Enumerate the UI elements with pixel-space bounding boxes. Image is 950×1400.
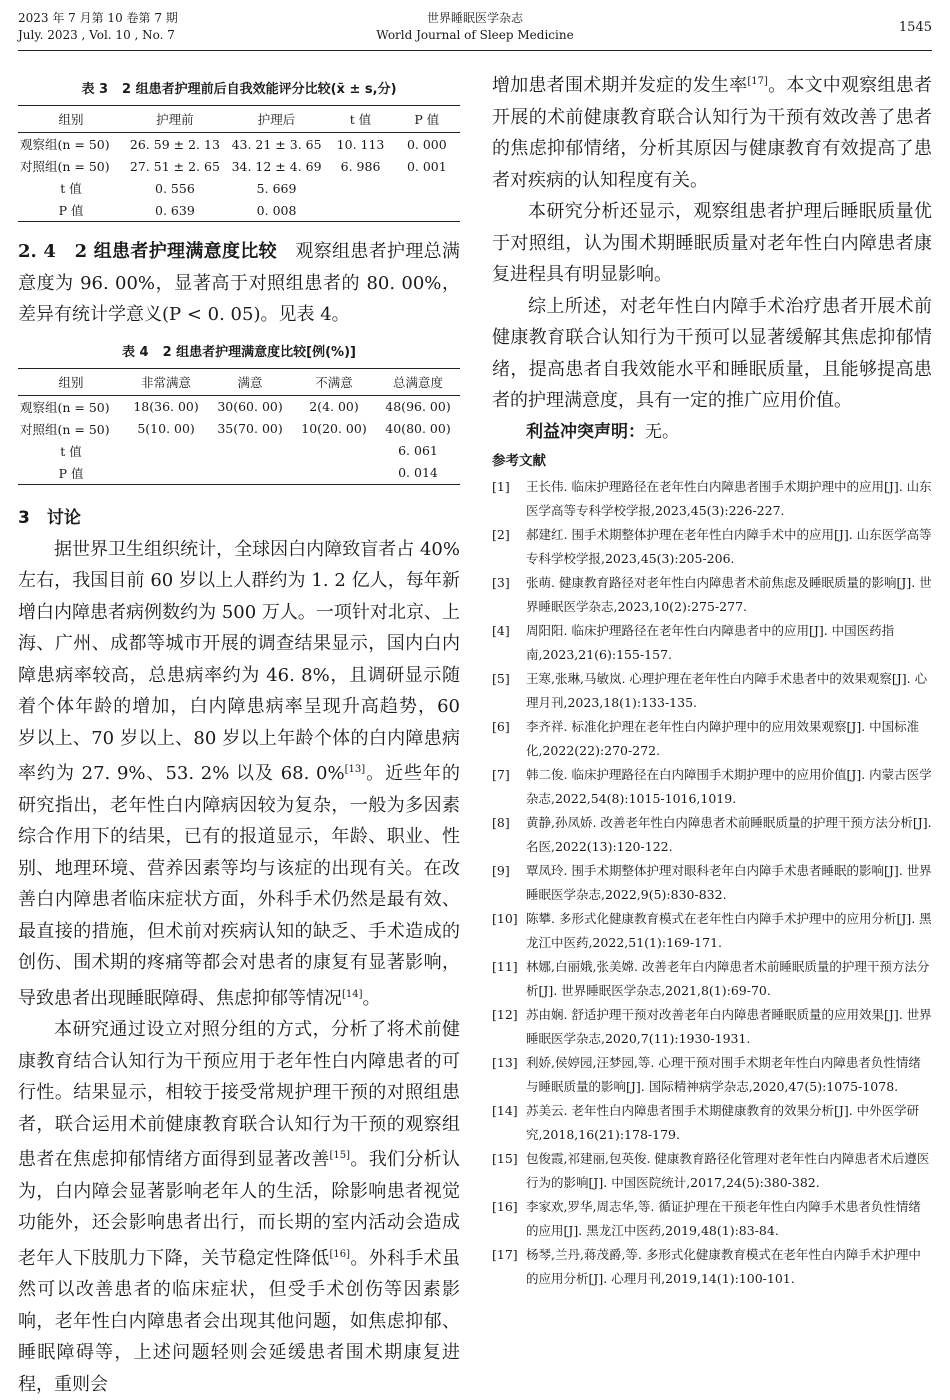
reference-text: 韩二俊. 临床护理路径在白内障围手术期护理中的应用价值[J]. 内蒙古医学杂志,2022,54(8):1015-1016,1019. — [526, 766, 932, 806]
table-cell — [394, 177, 460, 199]
table-cell: 观察组(n = 50) — [20, 137, 110, 152]
table-cell — [292, 440, 376, 462]
reference-number: [6] — [492, 718, 510, 734]
reference-text: 郝建红. 围手术期整体护理在老年性白内障手术中的应用[J]. 山东医学高等专科学校学报,2023,45(3):205-206. — [526, 526, 932, 566]
table3-header-cell: t 值 — [327, 106, 393, 133]
table3-caption — [18, 78, 460, 97]
table3-number: 表 3 — [81, 82, 109, 97]
reference-number: [9] — [492, 862, 510, 878]
table-cell — [208, 462, 292, 485]
reference-number: [12] — [492, 1006, 518, 1022]
reference-text: 周阳阳. 临床护理路径在老年性白内障患者中的应用[J]. 中国医药指南,2023,21(6):155-157. — [526, 622, 895, 662]
citation-14: [14] — [342, 988, 363, 1000]
table-cell — [327, 177, 393, 199]
reference-item — [492, 1195, 932, 1243]
table-cell: 40(80. 00) — [385, 421, 451, 436]
table4-header-cell: 非常满意 — [124, 368, 208, 395]
table-row — [18, 177, 460, 199]
reference-number: [16] — [492, 1198, 518, 1214]
reference-number: [2] — [492, 526, 510, 542]
table-cell: 对照组(n = 50) — [20, 421, 110, 437]
discussion-paragraph-3: 本研究分析还显示，观察组患者护理后睡眠质量优于对照组，认为围术期睡眠质量对老年性白内障患者康复进程具有明显影响。 — [492, 201, 932, 285]
reference-list — [492, 475, 932, 1291]
table-cell: 观察组(n = 50) — [20, 399, 110, 415]
table-row — [18, 440, 460, 462]
reference-number: [8] — [492, 814, 510, 830]
reference-number: [5] — [492, 670, 510, 686]
reference-number: [15] — [492, 1150, 518, 1166]
left-column — [18, 72, 460, 1400]
table3 — [18, 105, 460, 222]
table3-header-cell: 组别 — [18, 106, 124, 133]
reference-text: 陈攀. 多形式化健康教育模式在老年性白内障手术护理中的应用分析[J]. 黑龙江中医药,2022,51(1):169-171. — [526, 910, 932, 950]
table-cell: t 值 — [60, 181, 82, 196]
citation-16: [16] — [329, 1248, 351, 1260]
reference-text: 利娇,侯婷园,汪梦园,等. 心理干预对围手术期老年性白内障患者负性情绪与睡眠质量的影响[J]. 国际精神病学杂志,2020,47(5):1075-1078. — [526, 1054, 921, 1094]
coi-label: 利益冲突声明： — [526, 421, 645, 442]
reference-number: [13] — [492, 1054, 518, 1070]
reference-item — [492, 523, 932, 571]
table-row — [18, 199, 460, 222]
table-cell: P 值 — [18, 462, 124, 485]
table4-number: 表 4 — [122, 344, 149, 360]
citation-13: [13] — [344, 764, 366, 775]
discussion-paragraph-2-continued — [492, 66, 932, 196]
table3-header-cell: P 值 — [394, 106, 460, 133]
reference-number: [17] — [492, 1246, 518, 1262]
references-heading: 参考文献 — [492, 452, 546, 469]
table-cell — [292, 462, 376, 485]
table4-header-cell: 不满意 — [292, 368, 376, 395]
discussion-paragraph-2 — [18, 1014, 460, 1400]
table-row — [18, 462, 460, 485]
header-rule — [18, 50, 932, 51]
table-cell: 5. 669 — [256, 180, 297, 196]
table-cell: 6. 061 — [398, 443, 438, 458]
table-cell — [327, 199, 393, 222]
reference-text: 包俊霞,祁建丽,包英俊. 健康教育路径化管理对老年性白内障患者术后遵医行为的影响[J]. 中国医院统计,2017,24(5):380-382. — [526, 1150, 930, 1190]
reference-item — [492, 1243, 932, 1291]
discussion-p1-part-a: 据世界卫生组织统计，全球因白内障致盲者占 40% 左右，我国目前 60 岁以上人群约为 1. 2 亿人，每年新增白内障患者病例数约为 500 万人。一项针对北京、上海、广州、成都等城市开展的调查结果显示，国内白内障患病率较高，总患病率约为 46. 8%，且调研显示随着个体年龄的增加，白内障患病率呈现升高趋势，60 岁以上、70 岁以上、80 岁以上年龄个体的白内障患病率约为 27. 9%、53. 2% 以及 68. 0% — [18, 538, 460, 784]
reference-item — [492, 715, 932, 763]
citation-17: [17] — [747, 76, 768, 87]
table-row — [18, 395, 460, 418]
table-row — [18, 133, 460, 156]
table-cell: 10(20. 00) — [301, 421, 367, 436]
table3-title: 2 组患者护理前后自我效能评分比较(x̄ ± s,分) — [122, 82, 397, 97]
table-row — [18, 418, 460, 440]
conflict-of-interest — [492, 417, 932, 447]
table-cell — [124, 462, 208, 485]
table-cell: 2(4. 00) — [309, 399, 359, 414]
table-cell: 43. 21 ± 3. 65 — [231, 136, 322, 152]
reference-number: [7] — [492, 766, 510, 782]
table-cell: 6. 986 — [340, 158, 381, 174]
table-cell: 0. 556 — [155, 180, 195, 196]
reference-item — [492, 1099, 932, 1147]
reference-text: 张萌. 健康教育路径对老年性白内障患者术前焦虑及睡眠质量的影响[J]. 世界睡眠医学杂志,2023,10(2):275-277. — [526, 574, 932, 614]
reference-text: 苏由娴. 舒适护理干预对改善老年白内障患者睡眠质量的应用效果[J]. 世界睡眠医学杂志,2020,7(11):1930-1931. — [526, 1006, 932, 1046]
reference-item — [492, 1051, 932, 1099]
coi-value: 无。 — [645, 421, 679, 442]
reference-text: 王寒,张琳,马敏岚. 心理护理在老年性白内障手术患者中的效果观察[J]. 心理月刊,2023,18(1):133-135. — [526, 670, 928, 710]
reference-number: [3] — [492, 574, 510, 590]
reference-item — [492, 811, 932, 859]
page-number: 1545 — [898, 20, 932, 35]
table-cell: 48(96. 00) — [385, 399, 451, 414]
table-cell: 18(36. 00) — [133, 399, 199, 414]
table-cell: t 值 — [60, 443, 82, 459]
table-cell — [208, 440, 292, 462]
table4-header-row — [18, 368, 460, 395]
table-cell: 34. 12 ± 4. 69 — [231, 158, 322, 174]
right-column — [492, 72, 932, 1291]
table-cell: 27. 51 ± 2. 65 — [129, 158, 220, 174]
discussion-p1-part-b: 。近些年的研究指出，老年性白内障病因较为复杂，一般为多因素综合作用下的结果，已有的报道显示，年龄、职业、性别、地理环境、营养因素等均与该症的出现有关。在改善白内障患者临床症状方面，外科手术仍然是最有效、最直接的措施，但术前对疾病认知的缺乏、手术造成的创伤、围术期的疼痛等都会对患者的康复有显著影响，导致患者出现睡眠障碍、焦虑抑郁等情况 — [18, 763, 461, 1009]
table-cell: 5(10. 00) — [137, 421, 195, 436]
journal-cn: 世界睡眠医学杂志 — [426, 11, 523, 25]
table4-title: 2 组患者护理满意度比较[例(%)] — [162, 344, 356, 360]
table4-header-cell: 组别 — [18, 368, 124, 395]
table3-header-cell: 护理后 — [226, 106, 328, 133]
discussion-paragraph-4: 综上所述，对老年性白内障手术治疗患者开展术前健康教育联合认知行为干预可以显著缓解其焦虑抑郁情绪，提高患者自我效能水平和睡眠质量，且能够提高患者的护理满意度，具有一定的推广应用价值。 — [492, 295, 932, 411]
table-cell — [124, 440, 208, 462]
discussion-p2-part-a: 本研究通过设立对照分组的方式，分析了将术前健康教育结合认知行为干预应用于老年性白内障患者的可行性。结果显示，相较于接受常规护理干预的对照组患者，联合运用术前健康教育联合认知行为干预的观察组患者在焦虑抑郁情绪方面得到显著改善 — [18, 1019, 460, 1170]
discussion-p2-part-c: 。外科手术虽然可以改善患者的临床症状，但受手术创伤等因素影响，老年性白内障患者会出现其他问题，如焦虑抑郁、睡眠障碍等，上述问题轻则会延缓患者围术期康复进程，重则会 — [18, 1247, 461, 1395]
reference-item — [492, 859, 932, 907]
reference-text: 覃凤玲. 围手术期整体护理对眼科老年白内障手术患者睡眠的影响[J]. 世界睡眠医学杂志,2022,9(5):830-832. — [526, 862, 932, 902]
table-cell — [394, 199, 460, 222]
reference-item — [492, 475, 932, 523]
reference-text: 林娜,白丽娥,张美嫦. 改善老年白内障患者术前睡眠质量的护理干预方法分析[J]. 世界睡眠医学杂志,2021,8(1):69-70. — [526, 958, 930, 998]
citation-15: [15] — [329, 1150, 351, 1161]
table-row — [18, 155, 460, 177]
discussion-paragraph-1 — [18, 534, 460, 1015]
reference-item — [492, 667, 932, 715]
table-cell: 30(60. 00) — [217, 399, 283, 414]
journal-title — [18, 10, 932, 44]
discussion-p2-part-e: 。本文中观察组患者开展的术前健康教育联合认知行为干预有效改善了患者的焦虑抑郁情绪，分析其原因与健康教育有效提高了患者对疾病的认知程度有关。 — [492, 75, 932, 191]
reference-text: 黄静,孙凤娇. 改善老年性白内障患者术前睡眠质量的护理干预方法分析[J]. 名医,2022(13):120-122. — [526, 814, 932, 854]
section-2-4-text: 观察组患者护理总满意度为 96. 00%，显著高于对照组患者的 80. 00%，差异有统计学意义(P < 0. 05)。见表 4。 — [18, 241, 461, 325]
reference-text: 李家欢,罗华,周志华,等. 循证护理在干预老年性白内障手术患者负性情绪的应用[J]. 黑龙江中医药,2019,48(1):83-84. — [526, 1198, 921, 1238]
page-header — [18, 8, 932, 50]
reference-item — [492, 1003, 932, 1051]
issue-cn: 2023 年 7 月第 10 卷第 7 期 — [18, 11, 178, 25]
table-cell: 10. 113 — [336, 136, 385, 152]
table-cell: 0. 639 — [124, 199, 226, 222]
reference-text: 李齐祥. 标准化护理在老年性白内障护理中的应用效果观察[J]. 中国标准化,2022(22):270-272. — [526, 718, 920, 758]
table-cell: P 值 — [18, 199, 124, 222]
table-cell: 0. 000 — [406, 136, 447, 152]
reference-item — [492, 1147, 932, 1195]
table4-header-cell: 满意 — [208, 368, 292, 395]
table-cell: 对照组(n = 50) — [20, 159, 110, 174]
table3-header-cell: 护理前 — [124, 106, 226, 133]
reference-item — [492, 907, 932, 955]
reference-text: 苏美云. 老年性白内障患者围手术期健康教育的效果分析[J]. 中外医学研究,2018,16(21):178-179. — [526, 1102, 920, 1142]
reference-number: [14] — [492, 1102, 518, 1118]
discussion-p2-part-b: 。我们分析认为，白内障会显著影响老年人的生活，除影响患者视觉功能外，还会影响患者出行，而长期的室内活动会造成老年人下肢肌力下降，关节稳定性降低 — [18, 1149, 461, 1269]
table-cell: 35(70. 00) — [217, 421, 283, 436]
reference-item — [492, 619, 932, 667]
table4-caption — [18, 341, 460, 360]
table3-header-row — [18, 106, 460, 133]
reference-number: [4] — [492, 622, 510, 638]
table4 — [18, 368, 460, 485]
reference-text: 王长伟. 临床护理路径在老年性白内障患者围手术期护理中的应用[J]. 山东医学高等专科学校学报,2023,45(3):226-227. — [526, 478, 932, 518]
reference-number: [10] — [492, 910, 518, 926]
table-cell: 0. 014 — [376, 462, 460, 485]
discussion-p2-part-d: 增加患者围术期并发症的发生率 — [492, 75, 748, 96]
reference-item — [492, 571, 932, 619]
table4-header-cell: 总满意度 — [376, 368, 460, 395]
section-3-heading: 3 讨论 — [18, 507, 81, 528]
issue-en: July. 2023 , Vol. 10 , No. 7 — [18, 28, 175, 42]
reference-number: [1] — [492, 478, 510, 494]
discussion-p1-part-c: 。 — [362, 987, 381, 1009]
journal-en: World Journal of Sleep Medicine — [376, 28, 574, 42]
reference-number: [11] — [492, 958, 518, 974]
reference-item — [492, 955, 932, 1003]
section-2-4-heading: 2. 4 2 组患者护理满意度比较 — [18, 241, 278, 262]
table-cell: 26. 59 ± 2. 13 — [129, 136, 220, 152]
section-2-4 — [18, 236, 460, 331]
table-cell: 0. 001 — [406, 158, 447, 174]
reference-item — [492, 763, 932, 811]
table-cell: 0. 008 — [226, 199, 328, 222]
reference-text: 杨琴,兰丹,蒋茂爵,等. 多形式化健康教育模式在老年性白内障手术护理中的应用分析[J]. 心理月刊,2019,14(1):100-101. — [526, 1246, 921, 1286]
